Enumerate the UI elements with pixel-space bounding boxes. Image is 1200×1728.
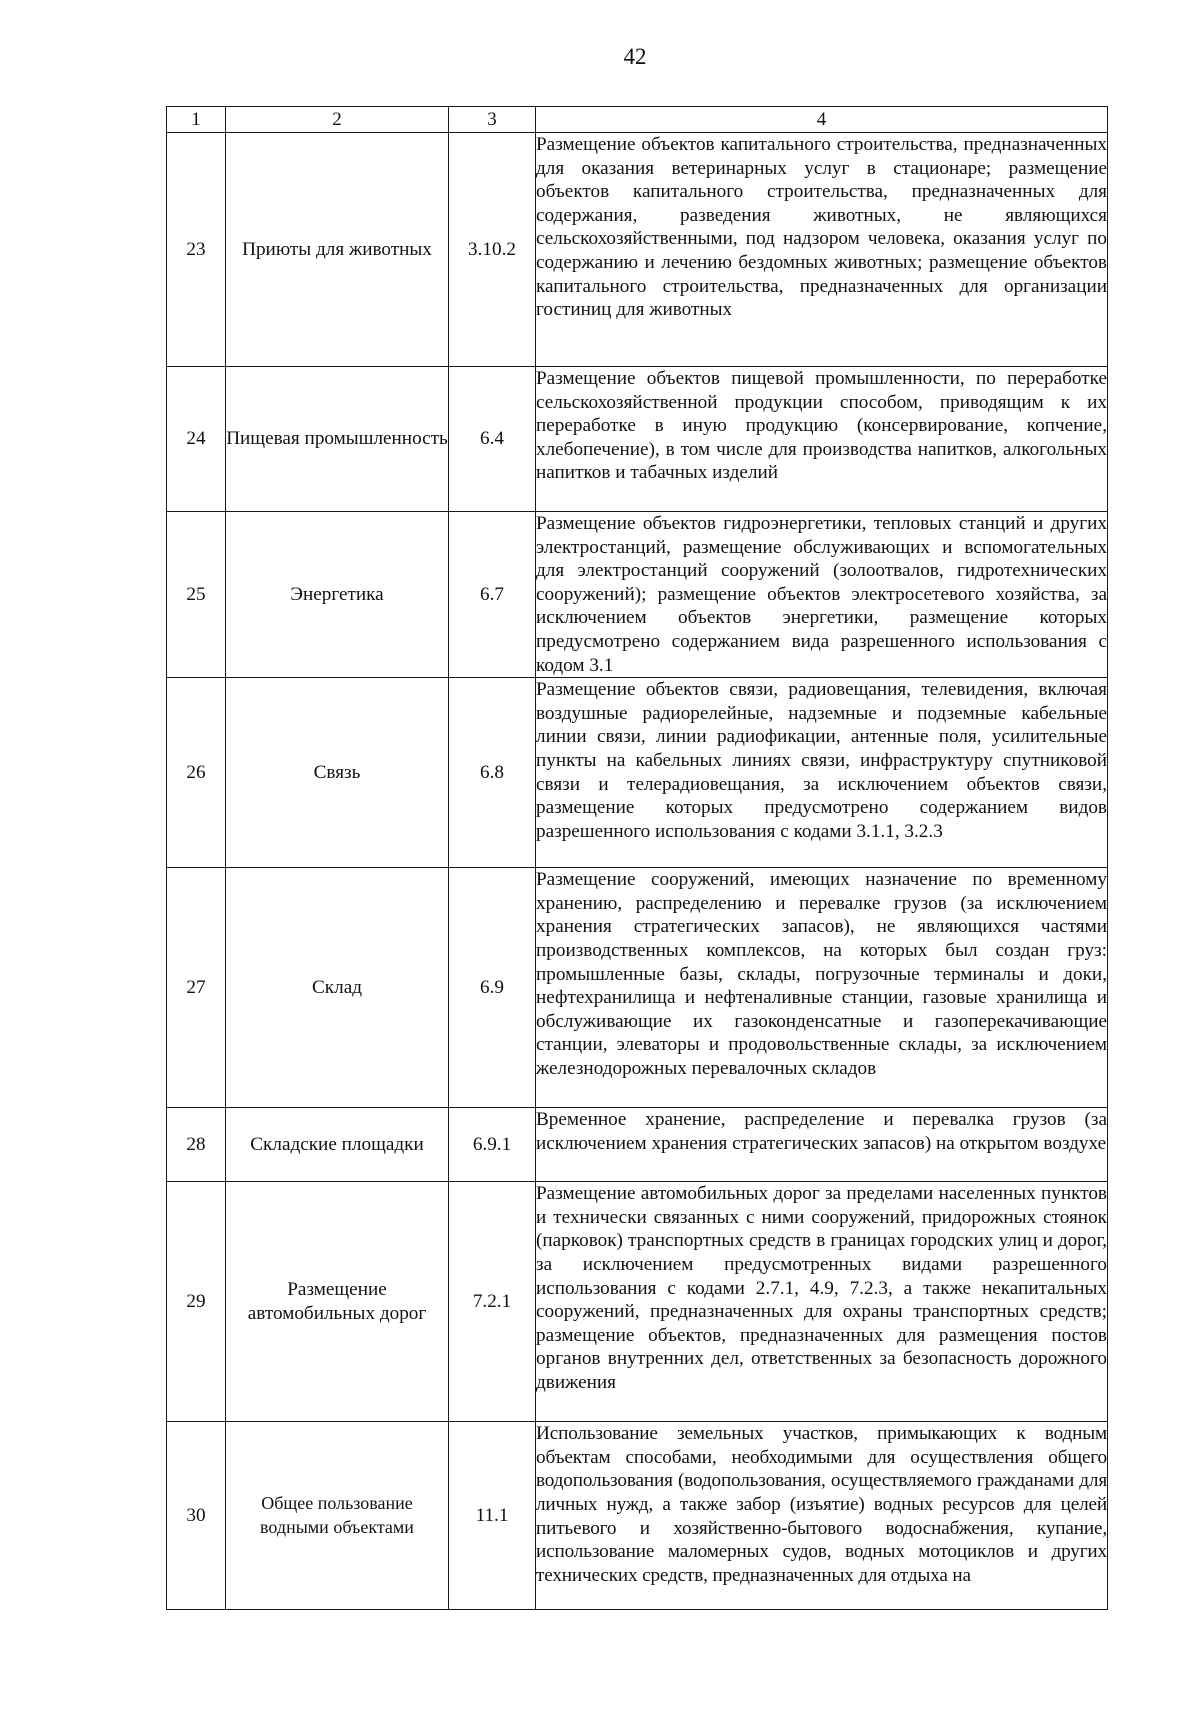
table-row xyxy=(167,678,1108,868)
header-col-1: 1 xyxy=(167,107,226,133)
use-type-name: Пищевая промышленность xyxy=(226,367,449,512)
use-type-code: 6.8 xyxy=(449,678,536,868)
row-number: 25 xyxy=(167,512,226,678)
use-type-code: 3.10.2 xyxy=(449,133,536,367)
use-type-name: Размещение автомобильных дорог xyxy=(226,1182,449,1422)
table-row xyxy=(167,512,1108,678)
use-type-description: Размещение объектов пищевой промышленности, по переработке сельскохозяйственной продукции способом, приводящим к их переработке в иную продукцию (консервирование, копчение, хлебопечение), в том числе для производства напитков, алкогольных напитков и табачных изделий xyxy=(536,367,1108,512)
use-type-description: Размещение автомобильных дорог за пределами населенных пунктов и технически связанных с ними сооружений, придорожных стоянок (парковок) транспортных средств в границах городских улиц и дорог, за исключением предусмотренных видами разрешенного использования с кодами 2.7.1, 4.9, 7.2.3, а также некапитальных сооружений, предназначенных для охраны транспортных средств; размещение объектов, предназначенных для размещения постов органов внутренних дел, ответственных за безопасность дорожного движения xyxy=(536,1182,1108,1422)
use-type-description: Временное хранение, распределение и перевалка грузов (за исключением хранения стратегических запасов) на открытом воздухе xyxy=(536,1108,1108,1182)
table-row xyxy=(167,1422,1108,1610)
row-number: 24 xyxy=(167,367,226,512)
use-type-code: 11.1 xyxy=(449,1422,536,1610)
use-type-code: 6.4 xyxy=(449,367,536,512)
page-number: 42 xyxy=(623,44,647,69)
use-type-description: Размещение объектов связи, радиовещания, телевидения, включая воздушные радиорелейные, надземные и подземные кабельные линии связи, линии радиофикации, антенные поля, усилительные пункты на кабельных линиях связи, инфраструктуру спутниковой связи и телерадиовещания, за исключением объектов связи, размещение которых предусмотрено содержанием видов разрешенного использования с кодами 3.1.1, 3.2.3 xyxy=(536,678,1108,868)
use-type-name: Энергетика xyxy=(226,512,449,678)
row-number: 30 xyxy=(167,1422,226,1610)
row-number: 26 xyxy=(167,678,226,868)
table-row xyxy=(167,367,1108,512)
use-type-name: Складские площадки xyxy=(226,1108,449,1182)
table-row xyxy=(167,133,1108,367)
table-row xyxy=(167,1108,1108,1182)
header-row xyxy=(167,107,1108,133)
use-type-code: 6.9 xyxy=(449,868,536,1108)
row-number: 28 xyxy=(167,1108,226,1182)
use-type-description: Размещение объектов гидроэнергетики, тепловых станций и других электростанций, размещение обслуживающих и вспомогательных для электростанций сооружений (золоотвалов, гидротехнических сооружений); размещение объектов электросетевого хозяйства, за исключением объектов энергетики, размещение которых предусмотрено содержанием вида разрешенного использования с кодом 3.1 xyxy=(536,512,1108,678)
land-use-table xyxy=(166,106,1108,1610)
row-number: 27 xyxy=(167,868,226,1108)
use-type-description: Использование земельных участков, примыкающих к водным объектам способами, необходимыми для осуществления общего водопользования (водопользования, осуществляемого гражданами для личных нужд, а также забор (изъятие) водных ресурсов для целей питьевого и хозяйственно-бытового водоснабжения, купание, использование маломерных судов, водных мотоциклов и других технических средств, предназначенных для отдыха на xyxy=(536,1422,1108,1610)
header-col-4: 4 xyxy=(536,107,1108,133)
use-type-name: Склад xyxy=(226,868,449,1108)
use-type-name: Общее пользование водными объектами xyxy=(226,1422,449,1610)
use-type-name: Приюты для животных xyxy=(226,133,449,367)
row-number: 23 xyxy=(167,133,226,367)
use-type-name: Связь xyxy=(226,678,449,868)
use-type-description: Размещение сооружений, имеющих назначение по временному хранению, распределению и перевалке грузов (за исключением хранения стратегических запасов), не являющихся частями производственных комплексов, на которых был создан груз: промышленные базы, склады, погрузочные терминалы и доки, нефтехранилища и нефтеналивные станции, газовые хранилища и обслуживающие их газоконденсатные и газоперекачивающие станции, элеваторы и продовольственные склады, за исключением железнодорожных перевалочных складов xyxy=(536,868,1108,1108)
use-type-code: 7.2.1 xyxy=(449,1182,536,1422)
header-col-3: 3 xyxy=(449,107,536,133)
table-row xyxy=(167,868,1108,1108)
use-type-code: 6.9.1 xyxy=(449,1108,536,1182)
use-type-description: Размещение объектов капитального строительства, предназначенных для оказания ветеринарных услуг в стационаре; размещение объектов капитального строительства, предназначенных для содержания, разведения животных, не являющихся сельскохозяйственными, под надзором человека, оказания услуг по содержанию и лечению бездомных животных; размещение объектов капитального строительства, предназначенных для организации гостиниц для животных xyxy=(536,133,1108,367)
row-number: 29 xyxy=(167,1182,226,1422)
table-row xyxy=(167,1182,1108,1422)
use-type-code: 6.7 xyxy=(449,512,536,678)
header-col-2: 2 xyxy=(226,107,449,133)
